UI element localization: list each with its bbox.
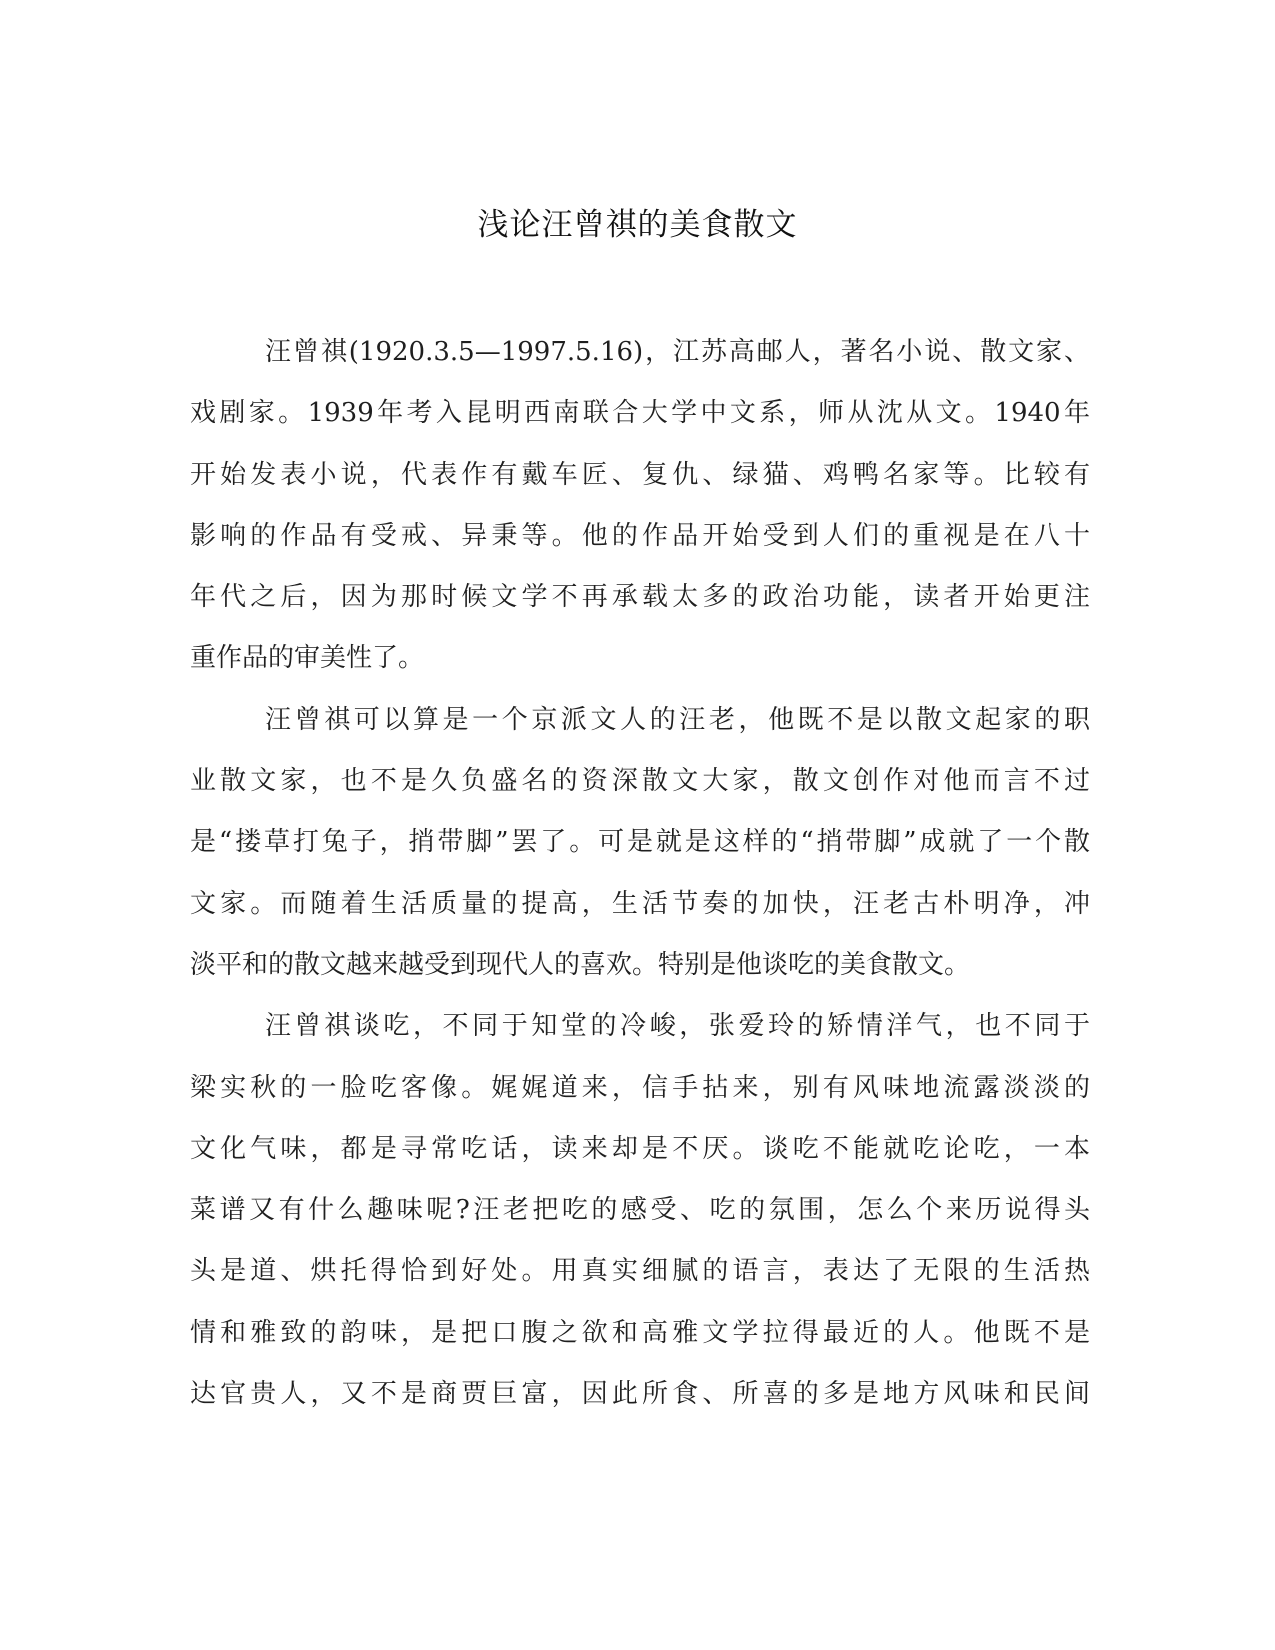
paragraph-1-line-4: 影响的作品有受戒、异秉等。他的作品开始受到人们的重视是在八十	[190, 520, 1090, 551]
paragraph-3-line-7: 达官贵人，又不是商贾巨富，因此所食、所喜的多是地方风味和民间	[190, 1379, 1090, 1410]
paragraph-1-line-2: 戏剧家。1939年考入昆明西南联合大学中文系，师从沈从文。1940年	[190, 398, 1090, 429]
paragraph-2-line-4: 文家。而随着生活质量的提高，生活节奏的加快，汪老古朴明净，冲	[190, 888, 1090, 919]
paragraph-3-line-6: 情和雅致的韵味，是把口腹之欲和高雅文学拉得最近的人。他既不是	[190, 1317, 1090, 1348]
document-title: 浅论汪曾祺的美食散文	[477, 207, 798, 243]
paragraph-3-line-2: 梁实秋的一脸吃客像。娓娓道来，信手拈来，别有风味地流露淡淡的	[190, 1072, 1090, 1103]
paragraph-2-line-1: 汪曾祺可以算是一个京派文人的汪老，他既不是以散文起家的职	[265, 704, 1090, 735]
paragraph-1-line-3: 开始发表小说，代表作有戴车匠、复仇、绿猫、鸡鸭名家等。比较有	[190, 459, 1090, 490]
paragraph-1-line-1: 汪曾祺(1920.3.5—1997.5.16)，江苏高邮人，著名小说、散文家、	[265, 337, 1090, 367]
paragraph-2-line-2: 业散文家，也不是久负盛名的资深散文大家，散文创作对他而言不过	[190, 766, 1090, 797]
paragraph-1-line-5: 年代之后，因为那时候文学不再承载太多的政治功能，读者开始更注	[190, 582, 1090, 613]
paragraph-3-line-3: 文化气味，都是寻常吃话，读来却是不厌。谈吃不能就吃论吃，一本	[190, 1133, 1090, 1164]
paragraph-1-line-6: 重作品的审美性了。	[190, 643, 425, 674]
paragraph-3-line-1: 汪曾祺谈吃，不同于知堂的冷峻，张爱玲的矫情洋气，也不同于	[265, 1011, 1090, 1042]
paragraph-3-line-5: 头是道、烘托得恰到好处。用真实细腻的语言，表达了无限的生活热	[190, 1256, 1090, 1287]
paragraph-3-line-4: 菜谱又有什么趣味呢?汪老把吃的感受、吃的氛围，怎么个来历说得头	[190, 1195, 1090, 1226]
document-body	[190, 322, 1090, 1425]
paragraph-2-line-3: 是“搂草打兔子，捎带脚”罢了。可是就是这样的“捎带脚”成就了一个散	[190, 827, 1090, 858]
paragraph-2-line-5: 淡平和的散文越来越受到现代人的喜欢。特别是他谈吃的美食散文。	[190, 949, 971, 980]
